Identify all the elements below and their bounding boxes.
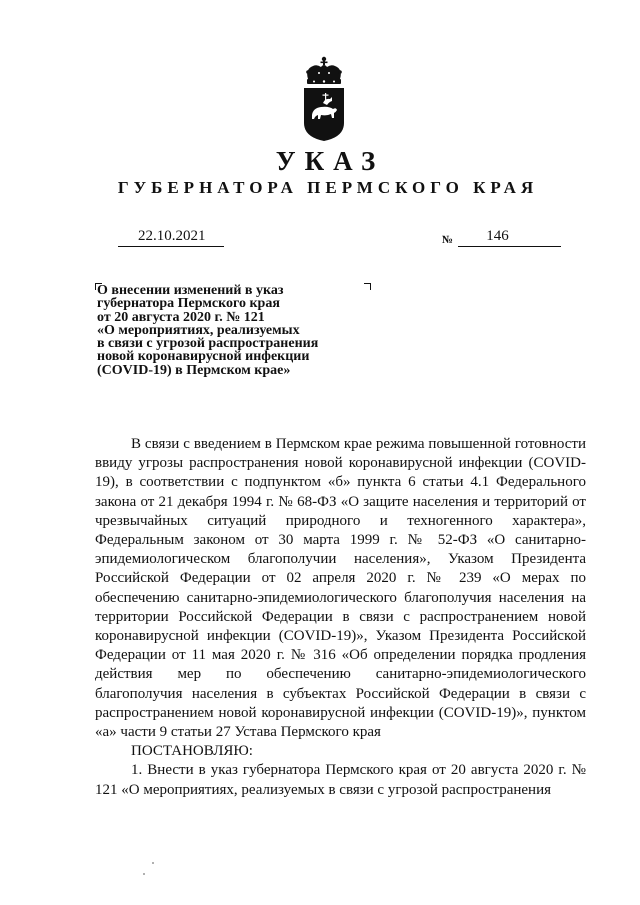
document-number: 146 — [458, 228, 561, 247]
subject-line: в связи с угрозой распространения — [97, 336, 319, 352]
subject-line: губернатора Пермского края — [97, 296, 280, 312]
subject-line: новой коронавирусной инфекции — [97, 349, 310, 365]
document-subject — [97, 284, 367, 377]
scan-speck — [152, 862, 154, 864]
document-body — [95, 435, 586, 800]
subject-line: О внесении изменений в указ — [97, 283, 284, 298]
item-1-paragraph: 1. Внести в указ губернатора Пермского края от 20 августа 2020 г. № 121 «О мероприятиях, реализуемых в связи с угрозой распространения — [95, 762, 586, 798]
issuer-title: ГУБЕРНАТОРА ПЕРМСКОГО КРАЯ — [117, 178, 539, 197]
subject-line: «О мероприятиях, реализуемых — [97, 322, 300, 338]
perm-krai-coat-of-arms-icon — [299, 55, 349, 143]
number-label: № — [442, 234, 454, 246]
subject-line: (COVID-19) в Пермском крае» — [97, 362, 291, 378]
scan-speck — [143, 873, 145, 875]
document-date: 22.10.2021 — [118, 228, 224, 247]
preamble-paragraph: В связи с введением в Пермском крае режима повышенной готовности ввиду угрозы распространения новой коронавирусной инфекции (COVID-19), в соответствии с подпунктом «б» пункта 6 статьи 4.1 Федерального закона от 21 декабря 1994 г. № 68-ФЗ «О защите населения и территорий от чрезвычайных ситуаций природного и техногенного характера», Федеральным законом от 30 марта 1999 г. № 52-ФЗ «О санитарно-эпидемиологическом благополучии населения», Указом Президента Российской Федерации от 02 апреля 2020 г. № 239 «О мерах по обеспечению санитарно-эпидемиологического благополучия населения на территории Российской Федерации в связи с распространением новой коронавирусной инфекции (COVID-19)», Указом Президента Российской Федерации от 11 мая 2020 г. № 316 «Об определении порядка продления действия мер по обеспечению санитарно-эпидемиологического благополучия населения в субъектах Российской Федерации в связи с распространением новой коронавирусной инфекции (COVID-19)», пунктом «а» части 9 статьи 27 Устава Пермского края — [95, 436, 586, 741]
subject-line: от 20 августа 2020 г. № 121 — [97, 309, 265, 325]
decree-word: ПОСТАНОВЛЯЮ: — [131, 743, 253, 760]
document-type-title: УКАЗ — [275, 146, 385, 176]
